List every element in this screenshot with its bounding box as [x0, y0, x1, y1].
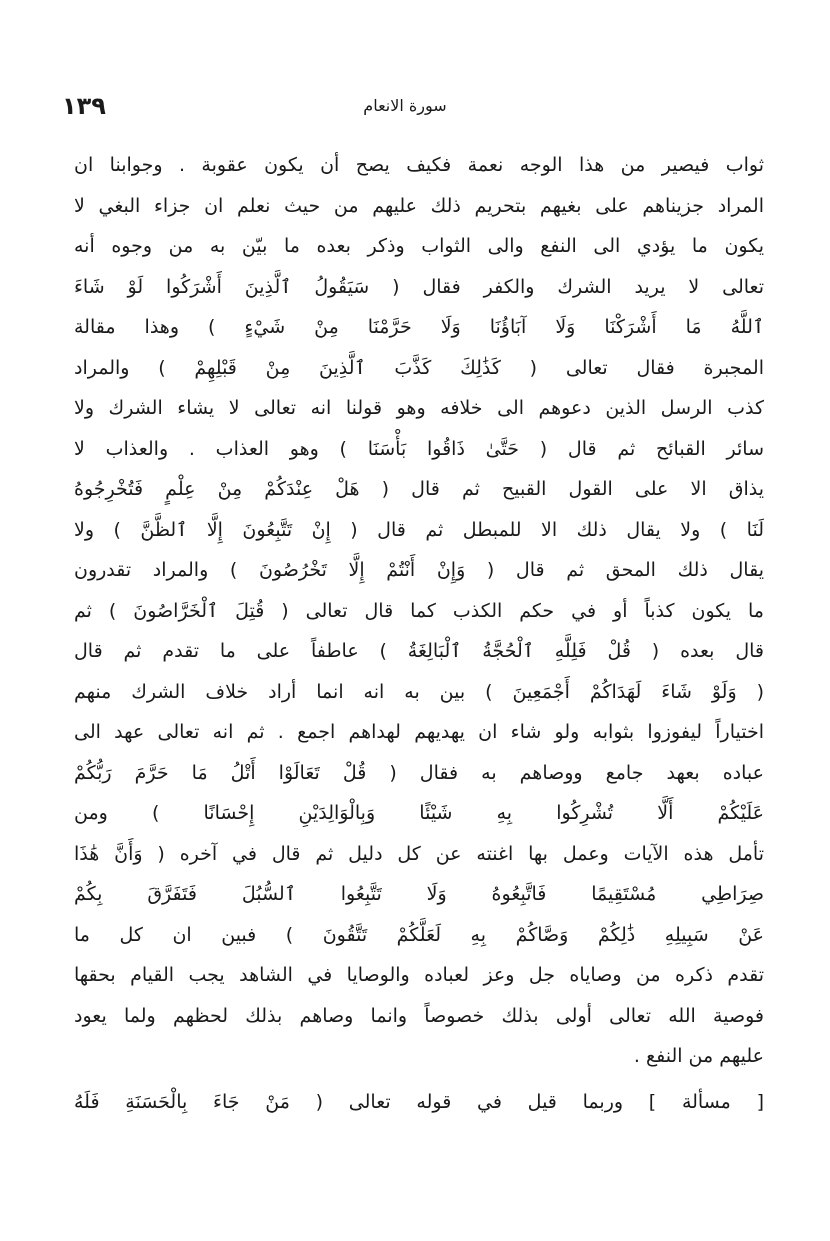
- text-line: ما يكون كذباً أو في حكم الكذب كما قال تعالى ( قُتِلَ ٱلْخَرَّاصُونَ ) ثم: [74, 599, 764, 622]
- text-line: عباده بعهد جامع ووصاهم به فقال ( قُلْ تَعَالَوْا أَتْلُ مَا حَرَّمَ رَبُّكُمْ: [74, 761, 764, 784]
- page-number: ١٣٩: [62, 92, 106, 120]
- text-line: سائر القبائح ثم قال ( حَتَّىٰ ذَاقُوا بَأْسَنَا ) وهو العذاب . والعذاب لا: [74, 437, 764, 460]
- text-line: عَلَيْكُمْ أَلَّا تُشْرِكُوا بِهِ شَيْئًا وَبِالْوَالِدَيْنِ إِحْسَانًا ) ومن: [74, 802, 764, 824]
- text-line: ( وَلَوْ شَاءَ لَهَدَاكُمْ أَجْمَعِينَ ) بين به انه انما أراد خلاف الشرك منهم: [74, 680, 764, 703]
- text-line: عَنْ سَبِيلِهِ ذَٰلِكُمْ وَصَّاكُمْ بِهِ لَعَلَّكُمْ تَتَّقُونَ ) فبين ان كل ما: [74, 923, 764, 946]
- text-line: لَنَا ) ولا يقال ذلك الا للمبطل ثم قال ( إِنْ تَتَّبِعُونَ إِلَّا ٱلظَّنَّ ) ولا: [74, 518, 764, 541]
- page-body-text: [74, 145, 764, 1077]
- masala-heading-line: [ مسألة ] وربما قيل في قوله تعالى ( مَنْ جَاءَ بِالْحَسَنَةِ فَلَهُ: [74, 1091, 764, 1113]
- text-line: صِرَاطِي مُسْتَقِيمًا فَاتَّبِعُوهُ وَلَا تَتَّبِعُوا ٱلسُّبُلَ فَتَفَرَّقَ بِكُمْ: [74, 883, 764, 905]
- text-line: تأمل هذه الآيات وعمل بها اغنته عن كل دليل ثم قال في آخره ( وَأَنَّ هَٰذَا: [74, 842, 764, 865]
- text-line: اختياراً ليفوزوا بثوابه ولو شاء ان يهديهم لهداهم اجمع . ثم انه تعالى عهد الى: [74, 721, 764, 743]
- text-line: تعالى لا يريد الشرك والكفر فقال ( سَيَقُولُ ٱلَّذِينَ أَشْرَكُوا لَوْ شَاءَ: [74, 275, 764, 298]
- text-line: عليهم من النفع .: [633, 1045, 764, 1067]
- text-line: المجبرة فقال تعالى ( كَذَٰلِكَ كَذَّبَ ٱلَّذِينَ مِنْ قَبْلِهِمْ ) والمراد: [74, 356, 764, 379]
- page-header: [60, 92, 750, 122]
- text-line: كذب الرسل الذين دعوهم الى خلافه وهو قولنا انه تعالى لا يشاء الشرك ولا: [74, 397, 764, 419]
- text-line: يذاق الا على القول القبيح ثم قال ( هَلْ عِنْدَكُمْ مِنْ عِلْمٍ فَتُخْرِجُوهُ: [74, 478, 764, 500]
- text-line: يكون ما يؤدي الى النفع والى الثواب وذكر بعده ما بيّن به من وجوه أنه: [74, 235, 764, 257]
- chapter-title: سورة الانعام: [363, 96, 447, 115]
- text-line: المراد جزيناهم على بغيهم بتحريم ذلك عليهم من حيث نعلم ان جزاء البغي لا: [74, 194, 764, 217]
- text-line: قال بعده ( قُلْ فَلِلَّهِ ٱلْحُجَّةُ ٱلْبَالِغَةُ ) عاطفاً على ما تقدم ثم قال: [74, 640, 764, 662]
- text-line: ثواب فيصير من هذا الوجه نعمة فكيف يصح أن يكون عقوبة . وجوابنا ان: [74, 154, 764, 176]
- text-line: تقدم ذكره من وصاياه جل وعز لعباده والوصايا في الشاهد يجب القيام بحقها: [74, 964, 764, 986]
- text-line: ٱللَّهُ مَا أَشْرَكْنَا وَلَا آبَاؤُنَا وَلَا حَرَّمْنَا مِنْ شَيْءٍ ) وهذا مقالة: [74, 316, 764, 338]
- text-line: يقال ذلك المحق ثم قال ( وَإِنْ أَنْتُمْ إِلَّا تَخْرُصُونَ ) والمراد تقدرون: [74, 559, 764, 581]
- text-line: فوصية الله تعالى أولى بذلك خصوصاً وانما وصاهم بذلك لحظهم ولما يعود: [74, 1004, 764, 1027]
